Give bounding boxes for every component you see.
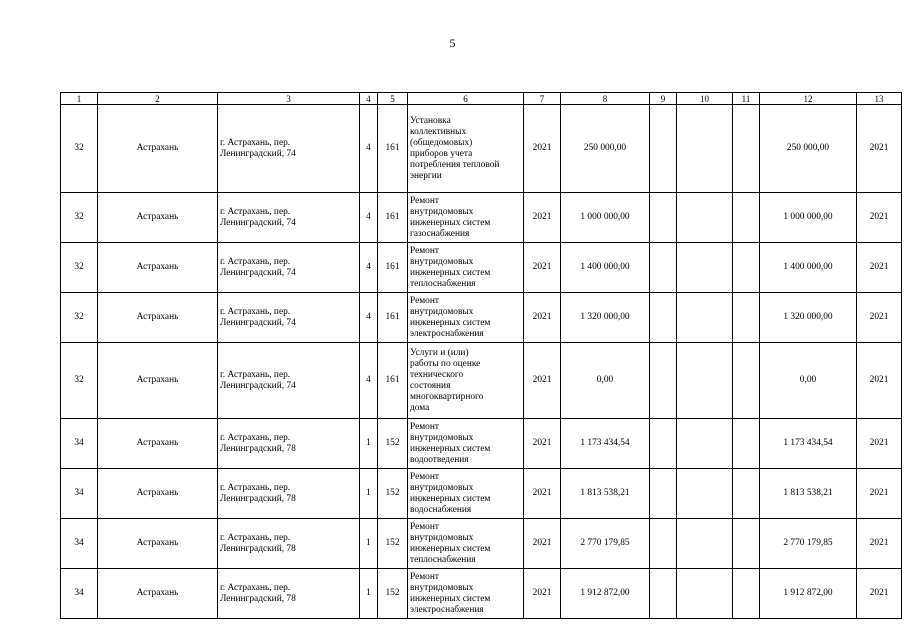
address-line: Ленинградский, 78 [220,493,296,504]
row-number-cell: 32 [61,243,98,293]
row-number-cell: 34 [61,569,98,619]
column-10-cell [677,519,733,569]
work-type-cell [408,193,524,243]
work-type-line: Ремонт [410,471,439,482]
work-type-line: внутридомовых [410,432,474,443]
work-type-line: электроснабжения [410,328,484,339]
city-cell: Астрахань [98,193,218,243]
completion-year-cell: 2021 [857,193,902,243]
work-type-line: (общедомовых) [410,137,473,148]
column-9-cell [650,419,677,469]
table-row [61,243,902,293]
work-type-line: потребления тепловой [410,159,500,170]
work-type-line: инженерных систем [410,443,491,454]
completion-year-cell: 2021 [857,105,902,193]
address-cell [218,419,360,469]
column-header: 8 [561,93,650,105]
table-row [61,519,902,569]
column-header: 12 [760,93,857,105]
work-type-line: технического [410,369,464,380]
column-11-cell [733,105,760,193]
work-type-line: внутридомовых [410,306,474,317]
address-cell [218,569,360,619]
column-11-cell [733,469,760,519]
address-cell [218,105,360,193]
completion-year-cell: 2021 [857,243,902,293]
column-10-cell [677,343,733,419]
work-type-line: Услуги и (или) [410,347,469,358]
apartments-cell: 152 [378,419,408,469]
work-type-cell [408,105,524,193]
year-cell: 2021 [524,569,561,619]
fund-cost-cell: 0,00 [760,343,857,419]
apartments-cell: 161 [378,193,408,243]
column-9-cell [650,293,677,343]
apartments-cell: 152 [378,569,408,619]
address-line: г. Астрахань, пер. [220,582,291,593]
work-type-line: внутридомовых [410,206,474,217]
floors-cell: 4 [360,243,378,293]
table-row [61,343,902,419]
year-cell: 2021 [524,519,561,569]
address-line: г. Астрахань, пер. [220,482,291,493]
row-number-cell: 32 [61,105,98,193]
column-header: 10 [677,93,733,105]
work-type-line: Ремонт [410,521,439,532]
apartments-cell: 152 [378,469,408,519]
city-cell: Астрахань [98,519,218,569]
work-type-line: теплоснабжения [410,278,476,289]
city-cell: Астрахань [98,419,218,469]
fund-cost-cell: 1 912 872,00 [760,569,857,619]
apartments-cell: 161 [378,293,408,343]
work-type-line: работы по оценке [410,358,481,369]
row-number-cell: 34 [61,419,98,469]
city-cell: Астрахань [98,469,218,519]
work-type-line: инженерных систем [410,217,491,228]
completion-year-cell: 2021 [857,569,902,619]
work-type-line: коллективных [410,126,467,137]
floors-cell: 4 [360,105,378,193]
work-type-line: Ремонт [410,245,439,256]
city-cell: Астрахань [98,569,218,619]
column-header: 9 [650,93,677,105]
table-row [61,193,902,243]
column-10-cell [677,569,733,619]
floors-cell: 4 [360,343,378,419]
column-9-cell [650,243,677,293]
column-9-cell [650,343,677,419]
column-9-cell [650,569,677,619]
work-type-line: теплоснабжения [410,554,476,565]
work-type-line: водоотведения [410,454,469,465]
fund-cost-cell: 1 000 000,00 [760,193,857,243]
year-cell: 2021 [524,105,561,193]
table-row [61,419,902,469]
fund-cost-cell: 2 770 179,85 [760,519,857,569]
column-10-cell [677,293,733,343]
city-cell: Астрахань [98,343,218,419]
column-9-cell [650,469,677,519]
address-line: г. Астрахань, пер. [220,137,291,148]
column-11-cell [733,293,760,343]
fund-cost-cell: 1 173 434,54 [760,419,857,469]
row-number-cell: 32 [61,343,98,419]
column-header: 6 [408,93,524,105]
column-11-cell [733,419,760,469]
column-11-cell [733,243,760,293]
total-cost-cell: 1 173 434,54 [561,419,650,469]
total-cost-cell: 1 000 000,00 [561,193,650,243]
column-header: 2 [98,93,218,105]
work-type-line: Ремонт [410,421,439,432]
column-10-cell [677,105,733,193]
column-header: 4 [360,93,378,105]
work-type-line: дома [410,402,430,413]
table-row [61,105,902,193]
repair-program-table [60,92,902,619]
column-11-cell [733,519,760,569]
column-header: 3 [218,93,360,105]
city-cell: Астрахань [98,243,218,293]
total-cost-cell: 1 400 000,00 [561,243,650,293]
address-line: Ленинградский, 74 [220,148,296,159]
year-cell: 2021 [524,293,561,343]
row-number-cell: 34 [61,519,98,569]
address-line: Ленинградский, 78 [220,443,296,454]
page-number: 5 [449,36,456,50]
address-cell [218,519,360,569]
total-cost-cell: 0,00 [561,343,650,419]
column-10-cell [677,193,733,243]
work-type-line: инженерных систем [410,593,491,604]
address-line: Ленинградский, 74 [220,267,296,278]
address-cell [218,193,360,243]
work-type-cell [408,519,524,569]
year-cell: 2021 [524,469,561,519]
work-type-line: Ремонт [410,295,439,306]
address-line: Ленинградский, 74 [220,317,296,328]
column-11-cell [733,569,760,619]
address-line: Ленинградский, 78 [220,593,296,604]
work-type-line: состояния [410,380,451,391]
work-type-line: водоснабжения [410,504,472,515]
address-line: г. Астрахань, пер. [220,532,291,543]
work-type-line: инженерных систем [410,543,491,554]
table-row [61,569,902,619]
table-row [61,469,902,519]
address-line: г. Астрахань, пер. [220,256,291,267]
city-cell: Астрахань [98,105,218,193]
address-line: г. Астрахань, пер. [220,306,291,317]
completion-year-cell: 2021 [857,519,902,569]
column-9-cell [650,105,677,193]
address-line: г. Астрахань, пер. [220,432,291,443]
column-11-cell [733,343,760,419]
column-9-cell [650,193,677,243]
apartments-cell: 152 [378,519,408,569]
work-type-cell [408,569,524,619]
floors-cell: 1 [360,469,378,519]
work-type-cell [408,243,524,293]
floors-cell: 1 [360,569,378,619]
fund-cost-cell: 1 320 000,00 [760,293,857,343]
column-header: 11 [733,93,760,105]
address-line: Ленинградский, 74 [220,217,296,228]
address-cell [218,243,360,293]
work-type-cell [408,343,524,419]
work-type-line: внутридомовых [410,482,474,493]
completion-year-cell: 2021 [857,419,902,469]
work-type-line: инженерных систем [410,267,491,278]
completion-year-cell: 2021 [857,293,902,343]
work-type-line: приборов учета [410,148,473,159]
column-header: 5 [378,93,408,105]
work-type-line: внутридомовых [410,532,474,543]
fund-cost-cell: 250 000,00 [760,105,857,193]
total-cost-cell: 1 813 538,21 [561,469,650,519]
work-type-line: Ремонт [410,195,439,206]
column-header: 7 [524,93,561,105]
floors-cell: 4 [360,293,378,343]
column-10-cell [677,243,733,293]
fund-cost-cell: 1 400 000,00 [760,243,857,293]
floors-cell: 1 [360,519,378,569]
apartments-cell: 161 [378,243,408,293]
address-cell [218,293,360,343]
total-cost-cell: 250 000,00 [561,105,650,193]
work-type-cell [408,293,524,343]
year-cell: 2021 [524,243,561,293]
apartments-cell: 161 [378,105,408,193]
work-type-line: энергии [410,170,442,181]
address-cell [218,469,360,519]
year-cell: 2021 [524,343,561,419]
address-line: Ленинградский, 74 [220,380,296,391]
address-line: г. Астрахань, пер. [220,369,291,380]
column-header: 1 [61,93,98,105]
floors-cell: 1 [360,419,378,469]
address-line: Ленинградский, 78 [220,543,296,554]
column-10-cell [677,419,733,469]
work-type-line: инженерных систем [410,317,491,328]
work-type-line: газоснабжения [410,228,470,239]
column-11-cell [733,193,760,243]
column-9-cell [650,519,677,569]
address-line: г. Астрахань, пер. [220,206,291,217]
fund-cost-cell: 1 813 538,21 [760,469,857,519]
work-type-line: внутридомовых [410,256,474,267]
work-type-line: инженерных систем [410,493,491,504]
total-cost-cell: 1 320 000,00 [561,293,650,343]
apartments-cell: 161 [378,343,408,419]
year-cell: 2021 [524,419,561,469]
row-number-cell: 34 [61,469,98,519]
work-type-line: электроснабжения [410,604,484,615]
completion-year-cell: 2021 [857,343,902,419]
address-cell [218,343,360,419]
total-cost-cell: 2 770 179,85 [561,519,650,569]
column-header: 13 [857,93,902,105]
work-type-cell [408,419,524,469]
row-number-cell: 32 [61,293,98,343]
column-10-cell [677,469,733,519]
work-type-line: Установка [410,115,451,126]
completion-year-cell: 2021 [857,469,902,519]
work-type-line: Ремонт [410,571,439,582]
total-cost-cell: 1 912 872,00 [561,569,650,619]
work-type-line: многоквартирного [410,391,484,402]
work-type-line: внутридомовых [410,582,474,593]
table-row [61,293,902,343]
row-number-cell: 32 [61,193,98,243]
city-cell: Астрахань [98,293,218,343]
column-number-row [61,93,902,105]
year-cell: 2021 [524,193,561,243]
work-type-cell [408,469,524,519]
floors-cell: 4 [360,193,378,243]
